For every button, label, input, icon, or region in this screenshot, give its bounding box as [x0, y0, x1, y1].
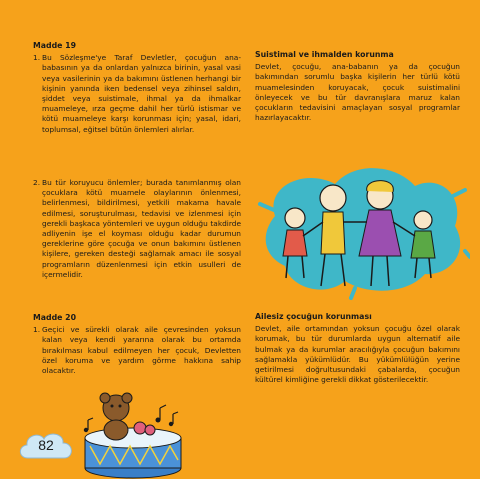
care-protection-heading: Ailesiz çocuğun korunması	[255, 312, 372, 321]
care-protection-text: Devlet, aile ortamından yoksun çocuğu özel olarak korumak, bu tür durumlarda uygun alternatif aile bulmak ya da kurumlar aracılığıyla çocuğun bakımını sağlamakla yükümlüdür. Bu yükümlülüğün yerine getirilmesi doğrultusundaki çabalarda, çocuğun kültürel kimliğine gerekli dikkat gösterilecektir.	[255, 324, 460, 385]
article-20-block	[33, 313, 241, 376]
page-number: 82	[38, 437, 54, 453]
abuse-protection-text: Devlet, çocuğu, ana-babanın ya da çocuğun bakımından sorumlu başka kişilerin her türlü kötü muamelesinden koruyacak, çocuk suistimalini önleyecek ve bu tür davranışlara maruz kalan çocukların tedavisini amaçlayan sosyal programlar hazırlayacaktır.	[255, 62, 460, 123]
article-19-item-1-text: Bu Sözleşme'ye Taraf Devletler, çocuğun ana-babasının ya da onlardan yalnızca birinin, yasal vasi veya vasilerinin ya da bakımını üstlenen herhangi bir kişinin yanında iken bedensel veya zihinsel saldırı, şiddet veya suistimale, ihmal ya da ihmalkar muameleye, ırza geçme dahil her türlü istismar ve kötü muameleye karşı korunması için; yasal, idari, toplumsal, eğitsel bütün önlemleri alırlar.	[42, 53, 241, 134]
abuse-protection-block	[255, 50, 460, 123]
item-number: 1.	[33, 53, 41, 63]
family-illustration	[255, 156, 470, 301]
article-20-item-1-text: Geçici ve sürekli olarak aile çevresinden yoksun kalan veya kendi yararına olarak bu ortamda bırakılması kabul edilmeyen her çocuk, Devletten özel koruma ve yardım görme hakkına sahip olacaktır.	[42, 325, 241, 376]
article-19-heading: Madde 19	[33, 41, 77, 50]
abuse-protection-heading: Suistimal ve ihmalden korunma	[255, 50, 394, 59]
article-20-heading: Madde 20	[33, 313, 77, 322]
item-number: 2.	[33, 178, 41, 187]
article-19-item-2	[33, 178, 241, 280]
item-number: 1.	[33, 325, 41, 335]
article-19-item-2-text: Bu tür koruyucu önlemler; burada tanımlanmış olan çocuklara kötü muamele olaylarının önlenmesi, belirlenmesi, bildirilmesi, yetkili makama havale edilmesi, soruşturulması, tedavisi ve izlenmesi için gerekli başkaca yöntemleri ve uygun olduğu takdirde adliyenin işe el koyması olduğu kadar durumun gereklerine göre çocuğa ve onun bakımını üstlenen kişilere, gereken desteği sağlamak amacı ile sosyal programların düzenlenmesi için etkin usulleri de içermelidir.	[42, 178, 241, 279]
article-19-item-2-block	[33, 178, 241, 280]
teddy-drum-illustration	[78, 390, 188, 479]
care-protection-block	[255, 312, 460, 385]
article-20-item-1	[33, 325, 241, 376]
article-19-item-1	[33, 53, 241, 135]
article-19-block	[33, 41, 241, 135]
